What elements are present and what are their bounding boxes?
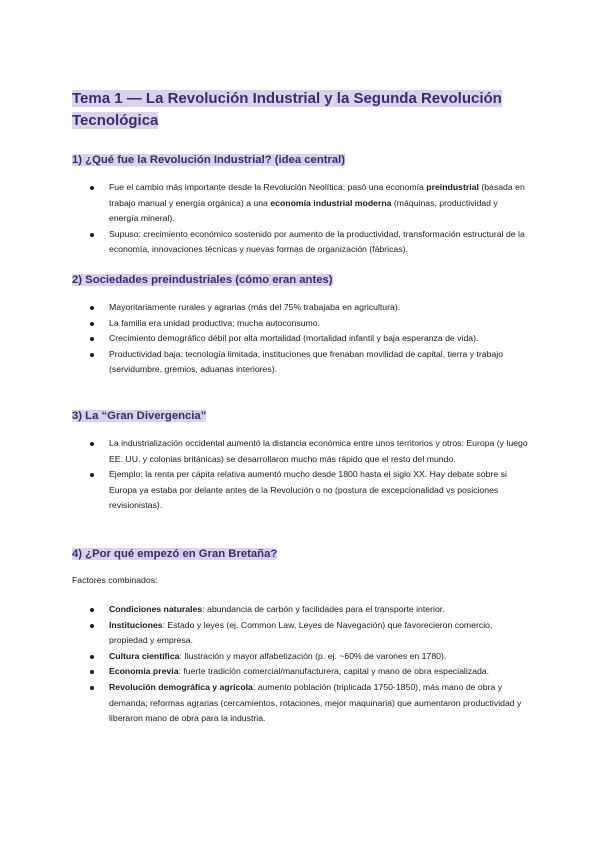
bullet-icon xyxy=(90,322,94,326)
list-item: Fue el cambio más importante desde la Revolución Neolítica: pasó una economía preindustrial (basada en trabajo manual y energía orgánica) a una economía industrial moderna (máquinas, productividad y energía mineral). xyxy=(72,180,528,227)
section-4-intro: Factores combinados: xyxy=(72,575,158,585)
bullet-icon xyxy=(90,353,94,357)
section-4-heading: 4) ¿Por qué empezó en Gran Bretaña? xyxy=(72,548,278,560)
section-3-list xyxy=(72,436,528,514)
bullet-icon xyxy=(90,186,94,190)
title-line-2: Tecnológica xyxy=(72,112,159,129)
bullet-icon xyxy=(90,686,94,690)
list-item: Cultura científica: Ilustración y mayor alfabetización (p. ej. ~60% de varones en 1780). xyxy=(72,649,528,665)
bullet-icon xyxy=(90,473,94,477)
list-item: Ejemplo: la renta per cápita relativa aumentó mucho desde 1800 hasta el siglo XX. Hay debate sobre si Europa ya estaba por delante antes de la Revolución o no (postura de excepcionalidad vs posiciones revisionistas). xyxy=(72,467,528,514)
list-item: Supuso: crecimiento económico sostenido por aumento de la productividad, transformación estructural de la economía, innovaciones técnicas y nuevas formas de organización (fábricas). xyxy=(72,227,528,258)
bullet-icon xyxy=(90,655,94,659)
section-1-list xyxy=(72,180,528,258)
bullet-icon xyxy=(90,233,94,237)
bullet-icon xyxy=(90,442,94,446)
bullet-icon xyxy=(90,608,94,612)
bullet-icon xyxy=(90,306,94,310)
section-2-list xyxy=(72,300,528,378)
list-item: Mayoritariamente rurales y agrarias (más del 75% trabajaba en agricultura). xyxy=(72,300,528,316)
section-1-heading: 1) ¿Qué fue la Revolución Industrial? (idea central) xyxy=(72,154,346,166)
list-item: Revolución demográfica y agrícola: aumento población (triplicada 1750-1850), más mano de obra y demanda; reformas agrarias (cercamientos, rotaciones, mejor maquinaria) que aumentaron productividad y liberaron mano de obra para la industria. xyxy=(72,680,528,727)
document-title xyxy=(72,88,528,132)
bullet-icon xyxy=(90,670,94,674)
bullet-icon xyxy=(90,624,94,628)
section-2-heading: 2) Sociedades preindustriales (cómo eran antes) xyxy=(72,274,333,286)
list-item: Instituciones: Estado y leyes (ej. Common Law, Leyes de Navegación) que favorecieron comercio, propiedad y empresa. xyxy=(72,618,528,649)
section-4-list xyxy=(72,602,528,727)
list-item: Condiciones naturales: abundancia de carbón y facilidades para el transporte interior. xyxy=(72,602,528,618)
list-item: La industrialización occidental aumentó la distancia económica entre unos territorios y otros: Europa (y luego EE. UU. y colonias británicas) se desarrollaron mucho más rápido que el resto del mundo. xyxy=(72,436,528,467)
bullet-icon xyxy=(90,337,94,341)
section-3-heading: 3) La “Gran Divergencia” xyxy=(72,410,207,422)
list-item: Crecimiento demográfico débil por alta mortalidad (mortalidad infantil y baja esperanza de vida). xyxy=(72,331,528,347)
list-item: Economía previa: fuerte tradición comercial/manufacturera, capital y mano de obra especializada. xyxy=(72,664,528,680)
list-item: La familia era unidad productiva; mucha autoconsumo. xyxy=(72,316,528,332)
list-item: Productividad baja: tecnología limitada, instituciones que frenaban movilidad de capital, tierra y trabajo (servidumbre, gremios, aduanas interiores). xyxy=(72,347,528,378)
title-line-1: Tema 1 — La Revolución Industrial y la Segunda Revolución xyxy=(72,90,502,107)
